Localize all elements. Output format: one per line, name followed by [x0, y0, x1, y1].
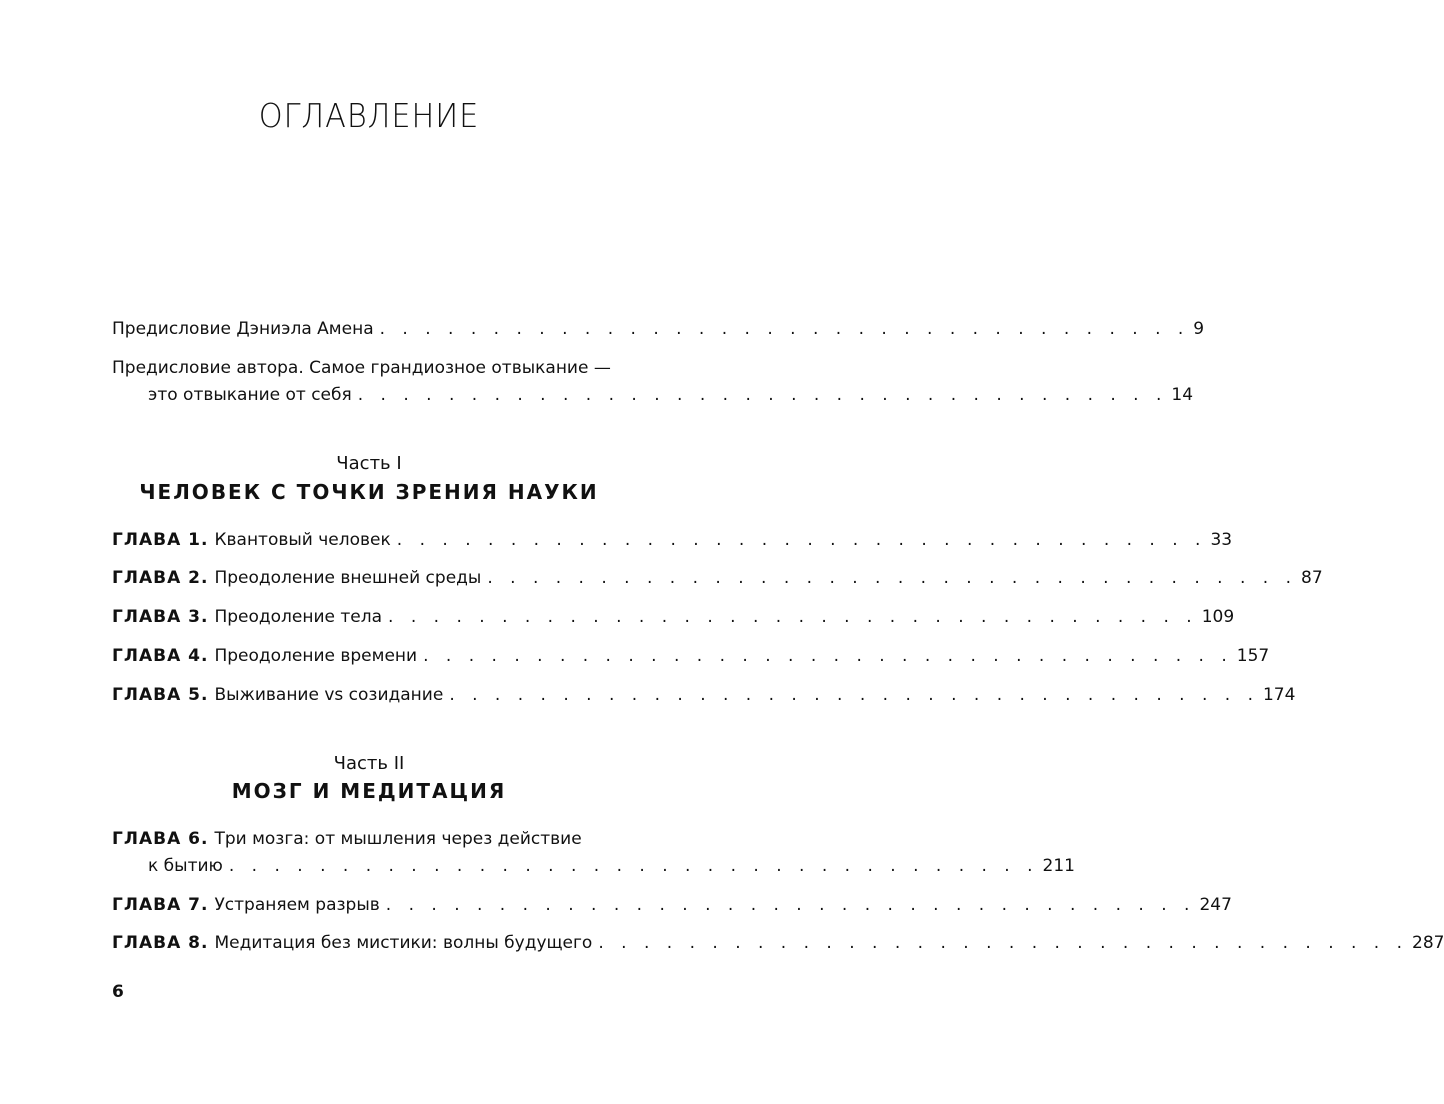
- dot-leader: . . . . . . . . . . . . . . . . . . . . . . . . . . . . . . . . . . . .: [598, 933, 1409, 953]
- toc-entry-page: 87: [1301, 568, 1323, 588]
- toc-entry-chapter-6-line1[interactable]: [112, 828, 582, 850]
- part2-label: Часть II: [333, 753, 405, 774]
- dot-leader: . . . . . . . . . . . . . . . . . . . . . . . . . . . . . . . . . . . .: [385, 895, 1196, 915]
- toc-entry-page: 287: [1412, 933, 1444, 953]
- chapter-number: ГЛАВА 4.: [112, 646, 209, 666]
- part1-title: ЧЕЛОВЕК С ТОЧКИ ЗРЕНИЯ НАУКИ: [139, 480, 599, 504]
- dot-leader: . . . . . . . . . . . . . . . . . . . . . . . . . . . . . . . . . . . .: [357, 385, 1168, 405]
- toc-entry-title: Преодоление времени: [214, 646, 418, 666]
- chapter-number: ГЛАВА 1.: [112, 530, 209, 550]
- toc-entry-chapter-2[interactable]: [112, 567, 1323, 589]
- toc-entry-page: 157: [1236, 646, 1270, 666]
- dot-leader: . . . . . . . . . . . . . . . . . . . . . . . . . . . . . . . . . . . .: [388, 607, 1198, 627]
- chapter-number: ГЛАВА 2.: [112, 568, 209, 588]
- toc-entry-title: Три мозга: от мышления через действие: [214, 829, 582, 849]
- page-number: 6: [112, 982, 124, 1002]
- dot-leader: . . . . . . . . . . . . . . . . . . . . . . . . . . . . . . . . . . . .: [379, 319, 1190, 339]
- toc-entry-title: это отвыкание от себя: [148, 385, 352, 405]
- page-title: ОГЛАВЛЕНИЕ: [258, 96, 480, 135]
- toc-entry-chapter-4[interactable]: [112, 645, 1270, 667]
- chapter-number: ГЛАВА 7.: [112, 895, 209, 915]
- dot-leader: . . . . . . . . . . . . . . . . . . . . . . . . . . . . . . . . . . . .: [423, 646, 1233, 666]
- part1-label: Часть I: [336, 453, 402, 474]
- toc-entry-chapter-3[interactable]: [112, 606, 1235, 628]
- chapter-number: ГЛАВА 6.: [112, 829, 209, 849]
- toc-entry-title: Устраняем разрыв: [214, 895, 380, 915]
- toc-entry-page: 109: [1201, 607, 1235, 627]
- toc-entry-preface-author[interactable]: [148, 384, 1194, 406]
- part2-title: МОЗГ И МЕДИТАЦИЯ: [231, 779, 507, 803]
- toc-entry-page: 211: [1042, 856, 1075, 876]
- chapter-number: ГЛАВА 5.: [112, 685, 209, 705]
- toc-entry-preface-amen[interactable]: [112, 318, 1205, 340]
- toc-entry-title: Предисловие Дэниэла Амена: [112, 319, 374, 339]
- dot-leader: . . . . . . . . . . . . . . . . . . . . . . . . . . . . . . . . . . . .: [487, 568, 1297, 588]
- toc-entry-chapter-6[interactable]: [148, 855, 1075, 877]
- toc-entry-chapter-1[interactable]: [112, 529, 1233, 551]
- toc-entry-preface-author-line1[interactable]: Предисловие автора. Самое грандиозное отвыкание —: [112, 358, 611, 378]
- toc-entry-title: Квантовый человек: [214, 530, 391, 550]
- toc-entry-page: 174: [1262, 685, 1296, 705]
- toc-entry-title: Преодоление внешней среды: [214, 568, 482, 588]
- chapter-number: ГЛАВА 8.: [112, 933, 209, 953]
- dot-leader: . . . . . . . . . . . . . . . . . . . . . . . . . . . . . . . . . . . .: [396, 530, 1207, 550]
- toc-entry-page: 33: [1210, 530, 1233, 550]
- toc-entry-chapter-7[interactable]: [112, 894, 1232, 916]
- dot-leader: . . . . . . . . . . . . . . . . . . . . . . . . . . . . . . . . . . . .: [228, 856, 1039, 876]
- toc-entry-page: 14: [1171, 385, 1194, 405]
- toc-entry-title: Преодоление тела: [214, 607, 383, 627]
- toc-entry-title: Медитация без мистики: волны будущего: [214, 933, 593, 953]
- toc-entry-page: 247: [1199, 895, 1232, 915]
- toc-entry-page: 9: [1193, 319, 1205, 339]
- toc-entry-title-continued: к бытию: [148, 856, 223, 876]
- chapter-number: ГЛАВА 3.: [112, 607, 209, 627]
- toc-entry-chapter-5[interactable]: [112, 684, 1296, 706]
- toc-entry-chapter-8[interactable]: [112, 932, 1444, 954]
- dot-leader: . . . . . . . . . . . . . . . . . . . . . . . . . . . . . . . . . . . .: [449, 685, 1259, 705]
- toc-entry-title: Выживание vs созидание: [214, 685, 444, 705]
